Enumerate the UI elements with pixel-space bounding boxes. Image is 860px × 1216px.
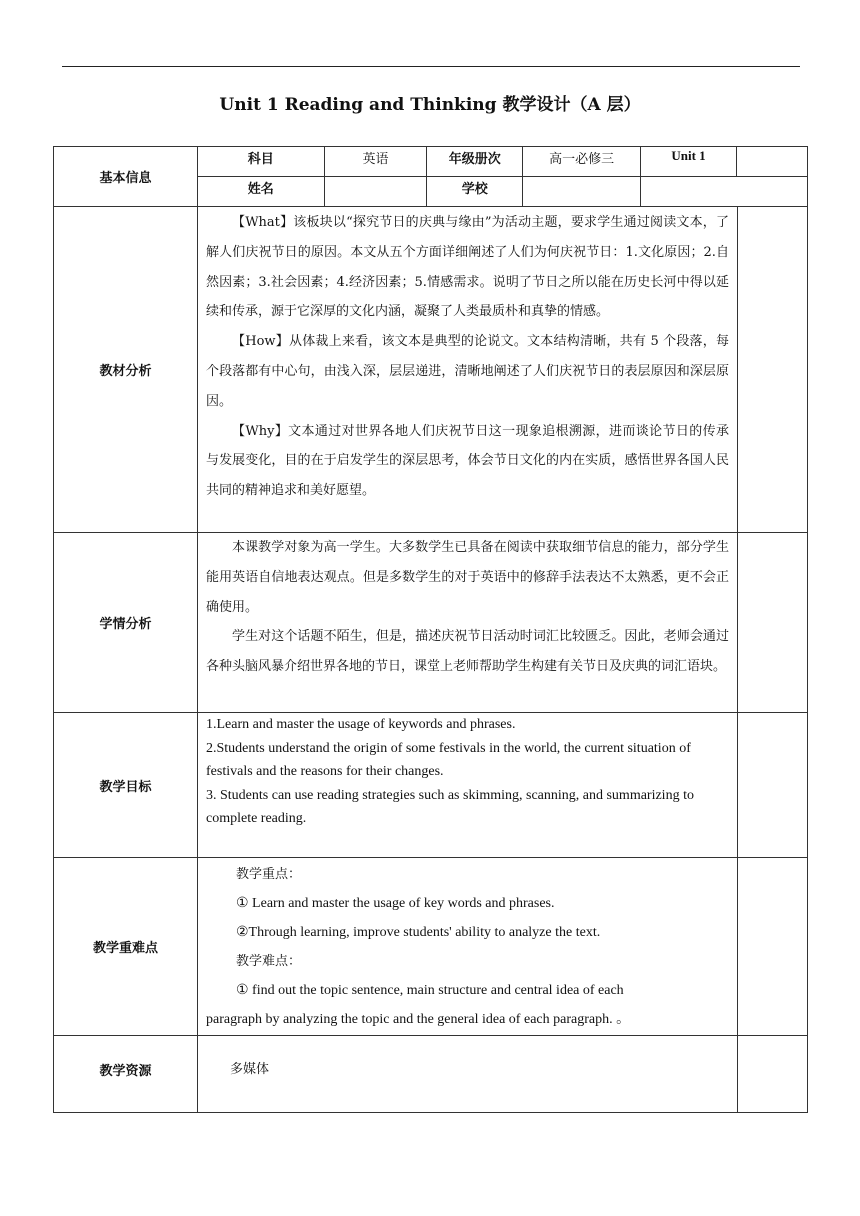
key-item: ① Learn and master the usage of key words and phrases.	[236, 896, 555, 911]
remarks-cell	[738, 858, 808, 1036]
objective-item: 2.Students understand the origin of some festivals in the world, the current situation of festivals and the reasons for their changes.	[206, 740, 691, 780]
paragraph: 【What】该板块以“探究节日的庆典与缘由”为活动主题，要求学生通过阅读文本，了解人们庆祝节日的原因。本文从五个方面详细阐述了人们为何庆祝节日：1.文化原因；2.自然因素；3.社会因素；4.经济因素；5.情感需求。说明了节日之所以能在历史长河中得以延续和传承，源于它深厚的文化内涵，凝聚了人类最质朴和真挚的情感。	[206, 215, 729, 320]
empty-cell	[641, 177, 807, 207]
paragraph: 【Why】文本通过对世界各地人们庆祝节日这一现象追根溯源，进而谈论节日的传承与发展变化，目的在于启发学生的深层思考，体会节日文化的内在实质，感悟世界各国人民共同的精神追求和美好愿望。	[206, 423, 729, 499]
subject-value: 英语	[324, 147, 427, 177]
material-analysis-row	[54, 207, 808, 533]
lesson-plan-table	[53, 146, 808, 1113]
basic-info-inner	[198, 147, 807, 206]
resources-value: 多媒体	[198, 1036, 738, 1113]
paragraph: 学生对这个话题不陌生，但是，描述庆祝节日活动时词汇比较匮乏。因此，老师会通过各种头脑风暴介绍世界各地的节日，课堂上老师帮助学生构建有关节日及庆典的词汇语块。	[206, 629, 729, 675]
basic-info-row	[54, 147, 808, 207]
material-analysis-label: 教材分析	[54, 207, 198, 533]
remarks-cell	[738, 1036, 808, 1113]
student-analysis-label: 学情分析	[54, 533, 198, 713]
objective-item: 3. Students can use reading strategies such as skimming, scanning, and summarizing to complete reading.	[206, 787, 694, 827]
school-label: 学校	[427, 177, 523, 207]
name-value	[324, 177, 427, 207]
key-points-label: 教学重难点	[54, 858, 198, 1036]
paragraph: 本课教学对象为高一学生。大多数学生已具备在阅读中获取细节信息的能力，部分学生能用英语自信地表达观点。但是多数学生的对于英语中的修辞手法表达不太熟悉，更不会正确使用。	[206, 540, 729, 615]
resources-row	[54, 1036, 808, 1113]
student-analysis-content	[198, 533, 738, 713]
difficult-heading: 教学难点：	[236, 954, 302, 969]
name-label: 姓名	[198, 177, 324, 207]
difficult-item-continued: paragraph by analyzing the topic and the general idea of each paragraph. 。	[206, 1012, 631, 1027]
key-points-row	[54, 858, 808, 1036]
remarks-cell	[738, 207, 808, 533]
paragraph: 【How】从体裁上来看，该文本是典型的论说文。文本结构清晰，共有 5 个段落，每个段落都有中心句，由浅入深，层层递进，清晰地阐述了人们庆祝节日的表层原因和深层原因。	[206, 334, 729, 409]
remarks-cell	[738, 713, 808, 858]
objectives-row	[54, 713, 808, 858]
material-analysis-content	[198, 207, 738, 533]
student-analysis-row	[54, 533, 808, 713]
top-rule	[62, 66, 800, 67]
basic-info-label: 基本信息	[54, 147, 198, 207]
school-value	[523, 177, 641, 207]
difficult-item: ① find out the topic sentence, main structure and central idea of each	[236, 983, 624, 998]
objectives-label: 教学目标	[54, 713, 198, 858]
resources-label: 教学资源	[54, 1036, 198, 1113]
objectives-content	[198, 713, 738, 858]
objective-item: 1.Learn and master the usage of keywords and phrases.	[206, 717, 516, 732]
subject-label: 科目	[198, 147, 324, 177]
empty-cell	[736, 147, 807, 177]
remarks-cell	[738, 533, 808, 713]
basic-info-grid	[198, 147, 808, 207]
key-points-content	[198, 858, 738, 1036]
grade-value: 高一必修三	[523, 147, 641, 177]
document-title: Unit 1 Reading and Thinking 教学设计（A 层）	[219, 95, 641, 115]
grade-label: 年级册次	[427, 147, 523, 177]
unit-value: Unit 1	[641, 147, 737, 177]
key-heading: 教学重点：	[236, 867, 302, 882]
key-item: ②Through learning, improve students' ability to analyze the text.	[236, 925, 601, 940]
